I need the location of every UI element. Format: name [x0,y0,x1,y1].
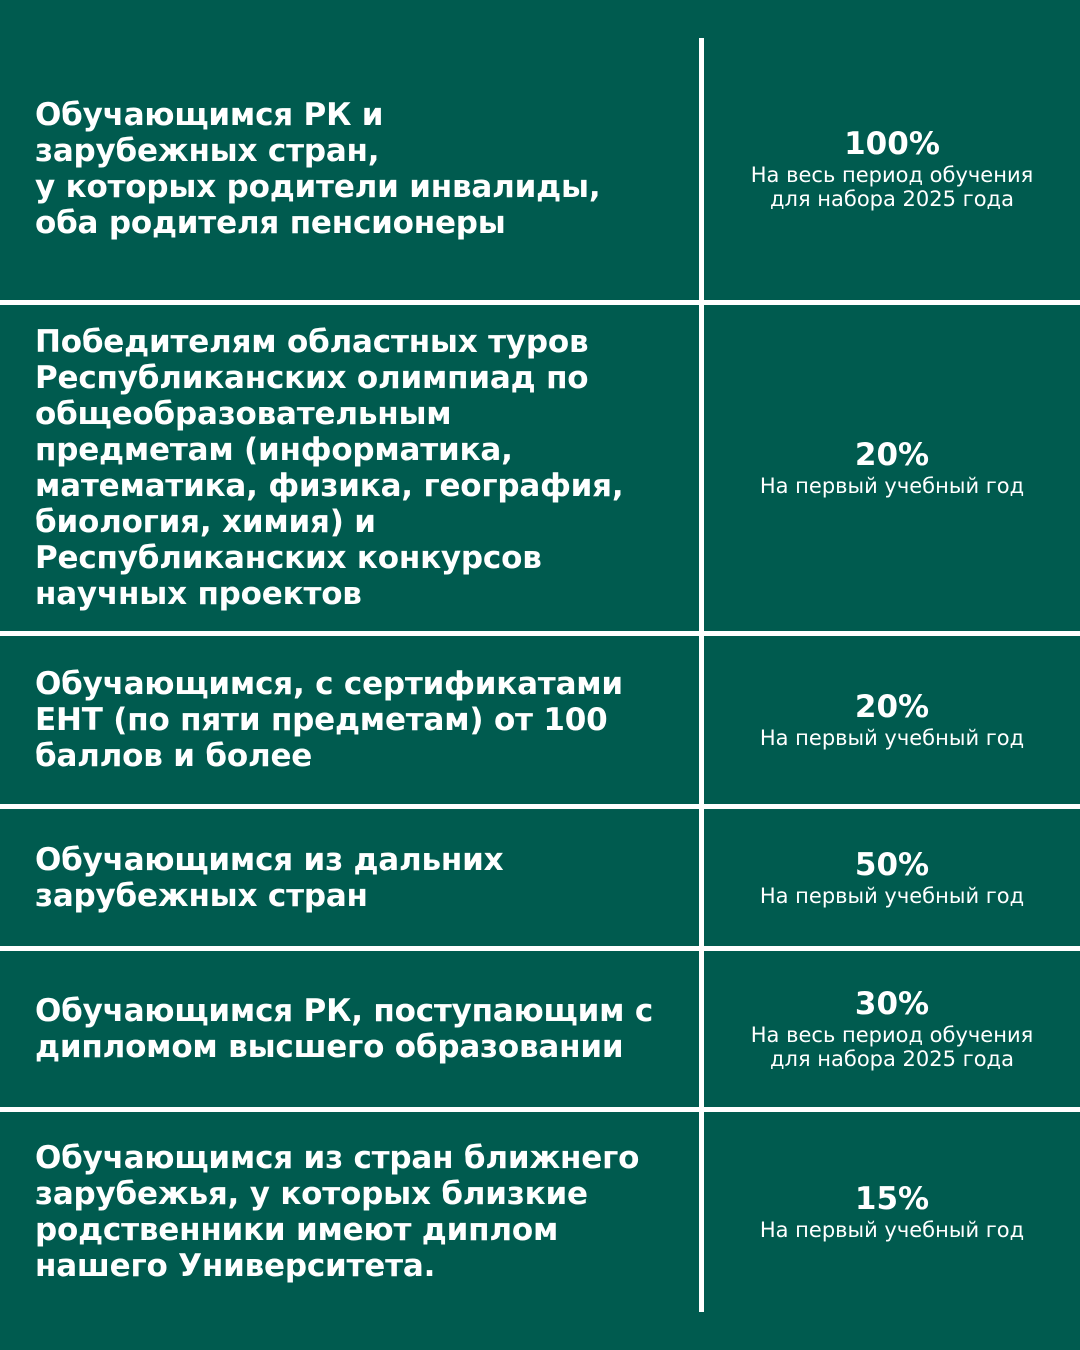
discount-percent: 100% [844,126,940,162]
discount-cell [704,809,1080,946]
discount-note: На весь период обучения для набора 2025 года [750,1023,1034,1071]
discount-cell [704,1112,1080,1312]
discount-percent: 30% [854,986,930,1022]
discount-cell [704,951,1080,1107]
discount-percent: 20% [854,689,930,725]
category-text: Обучающимся из стран ближнего зарубежья, у которых близкие родственники имеют диплом нашего Университета. [35,1140,640,1284]
category-text: Победителям областных туров Республиканских олимпиад по общеобразовательным предметам (информатика, математика, физика, география, биология, химия) и Республиканских конкурсов научных проектов [35,324,624,612]
discount-percent: 50% [854,846,930,883]
discount-percent: 15% [854,1181,930,1217]
discount-row-2 [0,305,1080,631]
discount-cell [704,38,1080,300]
category-text: Обучающимся РК и зарубежных стран, у которых родители инвалиды, оба родителя пенсионеры [35,97,601,241]
discount-note: На весь период обучения для набора 2025 года [750,163,1034,211]
discount-percent: 20% [854,437,930,473]
discount-row-3 [0,636,1080,804]
discount-note: На первый учебный год [759,474,1025,498]
discount-row-5 [0,951,1080,1107]
category-text: Обучающимся из дальних зарубежных стран [35,841,504,914]
discount-row-4 [0,809,1080,946]
discount-row-6 [0,1112,1080,1312]
discount-row-1 [0,38,1080,300]
discount-cell [704,636,1080,804]
discount-cell [704,305,1080,631]
discount-note: На первый учебный год [759,883,1025,908]
category-text: Обучающимся, с сертификатами ЕНТ (по пяти предметам) от 100 баллов и более [35,666,623,774]
discount-note: На первый учебный год [759,1218,1025,1242]
discount-note: На первый учебный год [759,726,1025,750]
category-text: Обучающимся РК, поступающим с дипломом высшего образовании [35,993,654,1065]
